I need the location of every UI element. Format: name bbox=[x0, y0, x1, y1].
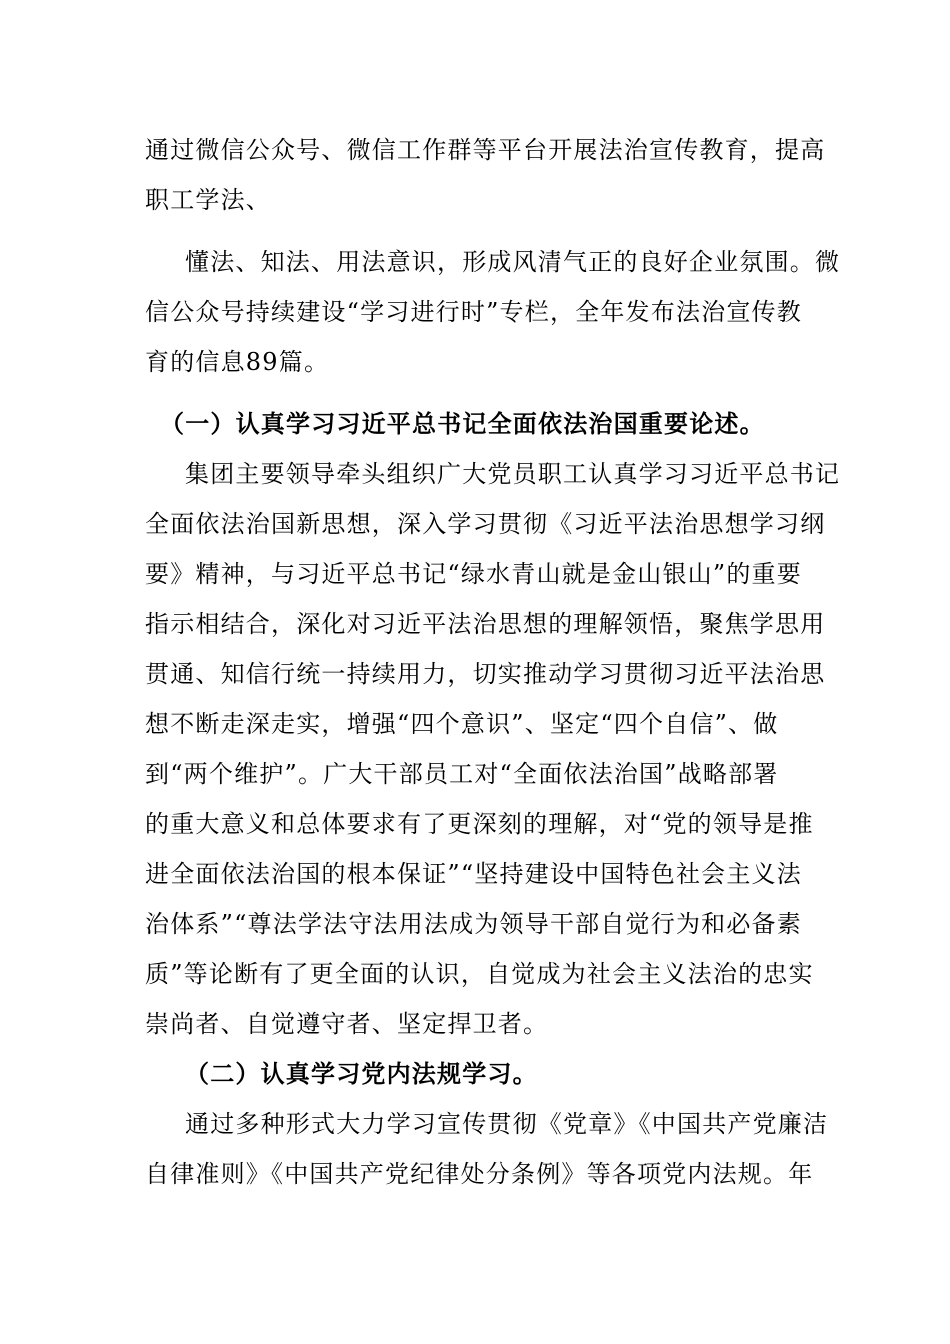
paragraph-line: 集团主要领导牵头组织广大党员职工认真学习习近平总书记 bbox=[185, 460, 841, 488]
paragraph-line: 懂法、知法、用法意识，形成风清气正的良好企业氛围。微 bbox=[185, 248, 841, 276]
paragraph-line: 贯通、知信行统一持续用力，切实推动学习贯彻习近平法治思 bbox=[145, 660, 826, 688]
paragraph-line: 通过多种形式大力学习宣传贯彻《党章》《中国共产党廉洁 bbox=[185, 1110, 829, 1138]
paragraph-line: 治体系”“尊法学法守法用法成为领导干部自觉行为和必备素 bbox=[145, 910, 802, 938]
paragraph-line: 全面依法治国新思想，深入学习贯彻《习近平法治思想学习纲 bbox=[145, 510, 826, 538]
section-heading-2: （二）认真学习党内法规学习。 bbox=[185, 1059, 538, 1088]
paragraph-line: 想不断走深走实，增强“四个意识”、坚定“四个自信”、做 bbox=[145, 710, 779, 738]
paragraph-line: 崇尚者、自觉遵守者、坚定捍卫者。 bbox=[145, 1010, 549, 1038]
paragraph-line: 自律准则》《中国共产党纪律处分条例》等各项党内法规。年 bbox=[145, 1160, 814, 1188]
paragraph-line: 职工学法、 bbox=[145, 186, 271, 214]
paragraph-line: 质”等论断有了更全面的认识，自觉成为社会主义法治的忠实 bbox=[145, 960, 814, 988]
paragraph-line: 到“两个维护”。广大干部员工对“全面依法治国”战略部署 bbox=[145, 760, 779, 788]
paragraph-line: 通过微信公众号、微信工作群等平台开展法治宣传教育，提高 bbox=[145, 136, 826, 164]
paragraph-line: 指示相结合，深化对习近平法治思想的理解领悟，聚焦学思用 bbox=[145, 610, 826, 638]
paragraph-line: 信公众号持续建设“学习进行时”专栏，全年发布法治宣传教 bbox=[145, 298, 802, 326]
paragraph-line: 育的信息89篇。 bbox=[145, 348, 330, 376]
section-heading-1: （一）认真学习习近平总书记全面依法治国重要论述。 bbox=[160, 409, 765, 438]
paragraph-line: 要》精神，与习近平总书记“绿水青山就是金山银山”的重要 bbox=[145, 560, 802, 588]
paragraph-line: 的重大意义和总体要求有了更深刻的理解，对“党的领导是推 bbox=[145, 810, 814, 838]
paragraph-line: 进全面依法治国的根本保证”“坚持建设中国特色社会主义法 bbox=[145, 860, 802, 888]
